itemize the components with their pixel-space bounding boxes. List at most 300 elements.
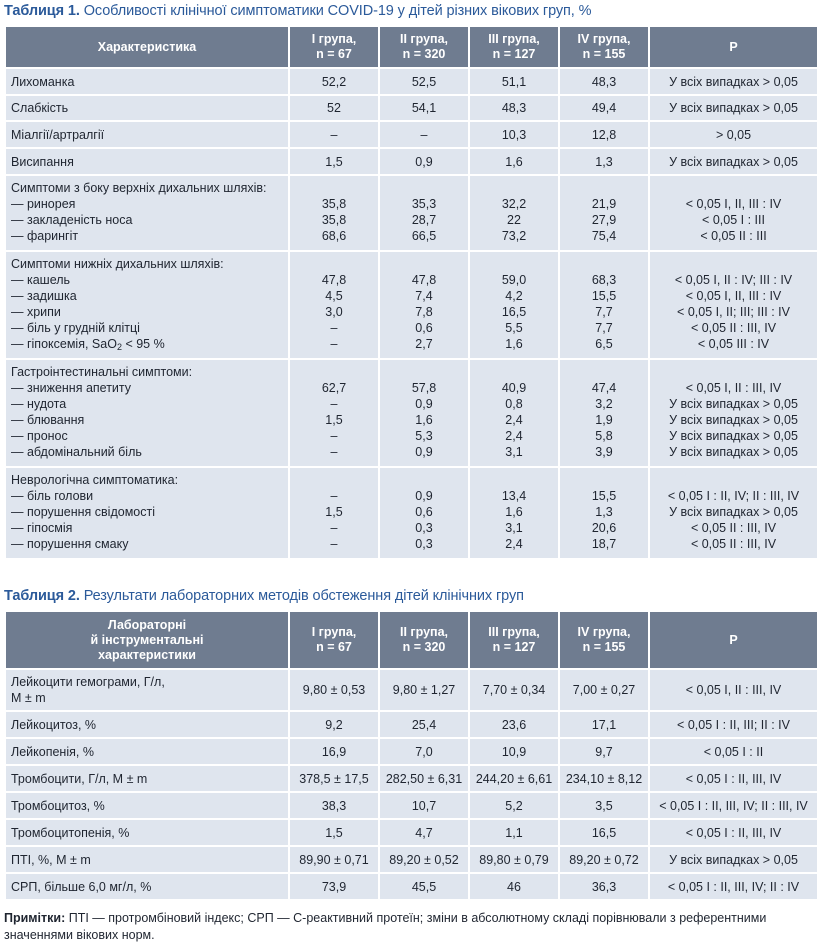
group-item-label — [11, 444, 284, 460]
group-item-label — [11, 396, 284, 412]
group-label-cell — [6, 360, 288, 466]
table2-header-group2 — [380, 612, 468, 668]
p-value: < 0,05 I : II, III, IV; II : IV — [650, 874, 817, 899]
group4-value-cell — [560, 252, 648, 358]
header-line: n = 127 — [492, 640, 536, 654]
group4-value-cell — [560, 176, 648, 250]
group2-value: – — [380, 122, 468, 147]
group2-value: 0,6 — [415, 505, 433, 519]
item-label-suffix: < 95 % — [121, 337, 165, 351]
group1-value: 1,5 — [290, 149, 378, 174]
spacer-line — [294, 180, 374, 196]
p-value: < 0,05 II : III, IV — [690, 521, 777, 535]
group2-value: 7,4 — [415, 289, 433, 303]
table1-caption-text: Особливості клінічної симптоматики COVID-19 у дітей різних вікових груп, % — [83, 3, 592, 19]
group1-value: – — [330, 537, 338, 551]
group4-value: 5,8 — [595, 429, 613, 443]
header-line: II група, — [399, 32, 449, 46]
group2-value: 28,7 — [411, 213, 437, 227]
item-label-text: — хрипи — [11, 305, 61, 319]
group1-value: – — [330, 445, 338, 459]
group3-value-cell — [470, 468, 558, 558]
group4-value: 17,1 — [560, 712, 648, 737]
group2-value: 282,50 ± 6,31 — [380, 766, 468, 791]
row-label-cell — [6, 712, 288, 737]
group3-value: 16,5 — [501, 305, 527, 319]
group2-value: 0,9 — [380, 149, 468, 174]
table2-header-row — [6, 612, 817, 668]
group4-value: 89,20 ± 0,72 — [560, 847, 648, 872]
row-label-cell — [6, 847, 288, 872]
table1-header-row — [6, 27, 817, 67]
table-group-row — [6, 468, 817, 558]
group4-value: 3,5 — [560, 793, 648, 818]
group4-value: 16,5 — [560, 820, 648, 845]
row-label-line: СРП, більше 6,0 мг/л, % — [11, 879, 152, 894]
group3-value: 3,1 — [505, 521, 523, 535]
group2-value: 0,9 — [415, 397, 433, 411]
group4-value: 7,7 — [595, 305, 613, 319]
group-item-label — [11, 380, 284, 396]
item-label-text: — кашель — [11, 273, 71, 287]
table2-header-group1 — [290, 612, 378, 668]
p-value: У всіх випадках > 0,05 — [669, 397, 798, 411]
group4-value: 68,3 — [591, 273, 617, 287]
item-label-text: — закладеність носа — [11, 213, 133, 227]
spacer-line — [474, 180, 554, 196]
p-value: < 0,05 I, II; III; III : IV — [677, 305, 790, 319]
item-label-text: — гіпоксемія, SaO — [11, 337, 117, 351]
row-label-cell — [6, 766, 288, 791]
group2-value: 5,3 — [415, 429, 433, 443]
table1-header-characteristic — [6, 27, 288, 67]
p-value: У всіх випадках > 0,05 — [650, 847, 817, 872]
item-label-text: — біль голови — [11, 489, 94, 503]
group-item-label — [11, 336, 284, 352]
group-label-cell — [6, 252, 288, 358]
group-item-label — [11, 196, 284, 212]
group2-value: 7,8 — [415, 305, 433, 319]
group4-value: 1,9 — [595, 413, 613, 427]
row-label-line: Тромбоцити, Г/л, M ± m — [11, 771, 148, 786]
group2-value: 35,3 — [411, 197, 437, 211]
table2-header-group3 — [470, 612, 558, 668]
p-value: У всіх випадках > 0,05 — [650, 149, 817, 174]
row-label-cell — [6, 874, 288, 899]
header-line: III група, — [488, 32, 540, 46]
group2-value-cell — [380, 176, 468, 250]
group-label-cell — [6, 468, 288, 558]
group4-value: 9,7 — [560, 739, 648, 764]
header-line: й інструментальні — [90, 632, 204, 647]
table2-caption-text: Результати лабораторних методів обстеження дітей клінічних груп — [83, 588, 524, 604]
header-line: IV група, — [577, 32, 631, 46]
group2-value: 10,7 — [380, 793, 468, 818]
table-row — [6, 670, 817, 710]
group1-value: 1,5 — [325, 413, 343, 427]
group3-value: 244,20 ± 6,61 — [470, 766, 558, 791]
group-title: Неврологічна симптоматика: — [11, 473, 179, 487]
group4-value: 21,9 — [591, 197, 617, 211]
group1-value: 1,5 — [325, 505, 343, 519]
group4-value: 12,8 — [560, 122, 648, 147]
table1-header-group4 — [560, 27, 648, 67]
header-line: характеристики — [98, 647, 196, 662]
row-label-line: Лейкопенія, % — [11, 744, 94, 759]
notes-label: Примітки: — [4, 911, 66, 925]
group3-value: 10,3 — [470, 122, 558, 147]
item-label-subscript: 2 — [116, 342, 122, 352]
group1-value: 4,5 — [325, 289, 343, 303]
group1-value: 1,5 — [290, 820, 378, 845]
group1-value: 16,9 — [290, 739, 378, 764]
row-label-line: Тромбоцитопенія, % — [11, 825, 130, 840]
group2-value: 0,6 — [415, 321, 433, 335]
spacer-line — [384, 256, 464, 272]
spacer-line — [654, 472, 813, 488]
table-row — [6, 712, 817, 737]
spacer-line — [564, 472, 644, 488]
group-label-cell — [6, 176, 288, 250]
group4-value: 3,2 — [595, 397, 613, 411]
group1-value: 73,9 — [290, 874, 378, 899]
group3-value-cell — [470, 176, 558, 250]
group3-value: 32,2 — [501, 197, 527, 211]
group2-value: 47,8 — [411, 273, 437, 287]
group2-value: 0,9 — [415, 489, 433, 503]
header-line: III група, — [488, 625, 540, 639]
p-value: У всіх випадках > 0,05 — [650, 96, 817, 120]
group2-value: 2,7 — [415, 337, 433, 351]
table1-caption-label: Таблиця 1. — [4, 3, 80, 19]
group-title: Симптоми з боку верхніх дихальних шляхів: — [11, 181, 267, 195]
p-value: > 0,05 — [650, 122, 817, 147]
group3-value: 10,9 — [470, 739, 558, 764]
p-value: < 0,05 II : III — [700, 229, 767, 243]
spacer-line — [294, 364, 374, 380]
group-item-label — [11, 212, 284, 228]
group2-value-cell — [380, 252, 468, 358]
group1-value-cell — [290, 468, 378, 558]
group1-value: 89,90 ± 0,71 — [290, 847, 378, 872]
p-value: У всіх випадках > 0,05 — [650, 69, 817, 94]
group4-value: 36,3 — [560, 874, 648, 899]
p-value-cell — [650, 360, 817, 466]
group1-value: 52,2 — [290, 69, 378, 94]
table-row — [6, 69, 817, 94]
group1-value: – — [330, 521, 338, 535]
group3-value: 73,2 — [501, 229, 527, 243]
spacer-line — [294, 256, 374, 272]
table2-header-group4 — [560, 612, 648, 668]
group2-value: 0,3 — [415, 537, 433, 551]
spacer-line — [654, 256, 813, 272]
p-value: У всіх випадках > 0,05 — [669, 505, 798, 519]
p-value-cell — [650, 176, 817, 250]
header-line: Лабораторні — [107, 617, 187, 632]
spacer-line — [474, 256, 554, 272]
group4-value: 6,5 — [595, 337, 613, 351]
group3-value: 59,0 — [501, 273, 527, 287]
spacer-line — [564, 180, 644, 196]
group3-value-cell — [470, 360, 558, 466]
group-item-label — [11, 320, 284, 336]
item-label-text: — абдомінальний біль — [11, 445, 142, 459]
group4-value: 15,5 — [591, 289, 617, 303]
row-label: Висипання — [6, 149, 288, 174]
spacer-line — [294, 472, 374, 488]
p-value: < 0,05 II : III, IV — [690, 321, 777, 335]
table-row — [6, 96, 817, 120]
row-label-line: Тромбоцитоз, % — [11, 798, 105, 813]
table1-header-p — [650, 27, 817, 67]
p-value: < 0,05 I : II, III, IV — [650, 820, 817, 845]
table-row — [6, 149, 817, 174]
group-title: Гастроінтестинальні симптоми: — [11, 365, 193, 379]
spacer-line — [474, 364, 554, 380]
group3-value-cell — [470, 252, 558, 358]
group4-value: 49,4 — [560, 96, 648, 120]
row-label: Міалгії/артралгії — [6, 122, 288, 147]
group1-value: – — [330, 337, 338, 351]
row-label-line: M ± m — [11, 691, 46, 705]
row-label: Лихоманка — [6, 69, 288, 94]
group3-value: 48,3 — [470, 96, 558, 120]
spacer-line — [564, 364, 644, 380]
group2-value: 4,7 — [380, 820, 468, 845]
group3-value: 2,4 — [505, 537, 523, 551]
group3-value: 4,2 — [505, 289, 523, 303]
item-label-text: — нудота — [11, 397, 67, 411]
group4-value-cell — [560, 468, 648, 558]
table1-header-group3 — [470, 27, 558, 67]
group1-value: – — [330, 397, 338, 411]
header-line: P — [729, 39, 738, 54]
group4-value: 48,3 — [560, 69, 648, 94]
table-row — [6, 122, 817, 147]
group4-value: 20,6 — [591, 521, 617, 535]
spacer-line — [654, 364, 813, 380]
header-line: IV група, — [577, 625, 631, 639]
table1-header-group2 — [380, 27, 468, 67]
p-value: < 0,05 III : IV — [697, 337, 770, 351]
group2-value: 57,8 — [411, 381, 437, 395]
group1-value: 9,2 — [290, 712, 378, 737]
p-value: У всіх випадках > 0,05 — [669, 413, 798, 427]
spacer-line — [564, 256, 644, 272]
group2-value: 54,1 — [380, 96, 468, 120]
group1-value: 9,80 ± 0,53 — [290, 670, 378, 710]
item-label-text: — задишка — [11, 289, 77, 303]
p-value: У всіх випадках > 0,05 — [669, 429, 798, 443]
group-item-label — [11, 536, 284, 552]
row-label-cell — [6, 670, 288, 710]
table2-header-characteristic — [6, 612, 288, 668]
row-label-cell — [6, 793, 288, 818]
p-value: < 0,05 I : II — [650, 739, 817, 764]
group3-value: 5,2 — [470, 793, 558, 818]
group3-value: 1,6 — [505, 337, 523, 351]
group1-value: 38,3 — [290, 793, 378, 818]
group2-value: 1,6 — [415, 413, 433, 427]
group1-value: – — [330, 321, 338, 335]
spacer-line — [384, 364, 464, 380]
group3-value: 22 — [507, 213, 521, 227]
group-item-label — [11, 304, 284, 320]
group3-value: 5,5 — [505, 321, 523, 335]
table-row — [6, 793, 817, 818]
group2-value-cell — [380, 360, 468, 466]
group4-value: 234,10 ± 8,12 — [560, 766, 648, 791]
table1 — [4, 25, 819, 560]
p-value: < 0,05 I, II, III : IV — [685, 289, 782, 303]
group1-value-cell — [290, 360, 378, 466]
item-label-text: — фарингіт — [11, 229, 79, 243]
row-label-cell — [6, 739, 288, 764]
group3-value: 1,1 — [470, 820, 558, 845]
table2-header-p — [650, 612, 817, 668]
row-label-cell — [6, 820, 288, 845]
header-line: n = 67 — [316, 640, 352, 654]
group3-value: 89,80 ± 0,79 — [470, 847, 558, 872]
group-item-label — [11, 504, 284, 520]
notes-text: ПТІ — протромбіновий індекс; СРП — С-реактивний протеїн; зміни в абсолютному складі порівнювали з референтними значеннями вікових норм. — [4, 911, 767, 942]
item-label-text: — порушення свідомості — [11, 505, 155, 519]
p-value-cell — [650, 252, 817, 358]
group-title: Симптоми нижніх дихальних шляхів: — [11, 257, 224, 271]
header-line: II група, — [399, 625, 449, 639]
group3-value: 1,6 — [470, 149, 558, 174]
header-line: n = 320 — [402, 640, 446, 654]
group4-value: 15,5 — [591, 489, 617, 503]
group-item-label — [11, 520, 284, 536]
group4-value: 1,3 — [560, 149, 648, 174]
group2-value: 0,9 — [415, 445, 433, 459]
p-value: < 0,05 I : II, III; II : IV — [650, 712, 817, 737]
p-value: < 0,05 I, II : III, IV — [685, 381, 782, 395]
header-line: n = 67 — [316, 47, 352, 61]
group-item-label — [11, 488, 284, 504]
header-line: n = 127 — [492, 47, 536, 61]
group-item-label — [11, 272, 284, 288]
spacer-line — [384, 180, 464, 196]
table-row — [6, 874, 817, 899]
table2-caption-label: Таблиця 2. — [4, 588, 80, 604]
p-value-cell — [650, 468, 817, 558]
group1-value: – — [330, 429, 338, 443]
spacer-line — [474, 472, 554, 488]
group4-value: 3,9 — [595, 445, 613, 459]
row-label-line: ПТІ, %, M ± m — [11, 852, 91, 867]
group4-value: 7,00 ± 0,27 — [560, 670, 648, 710]
group-item-label — [11, 428, 284, 444]
table-row — [6, 847, 817, 872]
p-value: У всіх випадках > 0,05 — [669, 445, 798, 459]
group4-value: 1,3 — [595, 505, 613, 519]
group4-value: 7,7 — [595, 321, 613, 335]
header-line: n = 155 — [582, 640, 626, 654]
group1-value: 68,6 — [321, 229, 347, 243]
table-group-row — [6, 176, 817, 250]
table2 — [4, 610, 819, 901]
table1-header-group1 — [290, 27, 378, 67]
group-item-label — [11, 288, 284, 304]
group2-value: 66,5 — [411, 229, 437, 243]
table-row — [6, 820, 817, 845]
item-label-text: — порушення смаку — [11, 537, 129, 551]
group3-value: 3,1 — [505, 445, 523, 459]
p-value: < 0,05 I, II : III, IV — [650, 670, 817, 710]
group1-value-cell — [290, 252, 378, 358]
group3-value: 23,6 — [470, 712, 558, 737]
group1-value: – — [290, 122, 378, 147]
item-label-text: — гіпосмія — [11, 521, 73, 535]
group1-value: – — [330, 489, 338, 503]
table2-caption — [4, 588, 524, 604]
p-value: < 0,05 I : III — [702, 213, 765, 227]
group3-value: 1,6 — [505, 505, 523, 519]
group3-value: 13,4 — [501, 489, 527, 503]
table-group-row — [6, 360, 817, 466]
group4-value: 27,9 — [591, 213, 617, 227]
row-label: Слабкість — [6, 96, 288, 120]
item-label-text: — біль у грудній клітці — [11, 321, 140, 335]
group-item-label — [11, 228, 284, 244]
group2-value: 0,3 — [415, 521, 433, 535]
item-label-text: — блювання — [11, 413, 85, 427]
group2-value: 9,80 ± 1,27 — [380, 670, 468, 710]
group3-value: 2,4 — [505, 429, 523, 443]
group1-value: 35,8 — [321, 197, 347, 211]
group-item-label — [11, 412, 284, 428]
group1-value-cell — [290, 176, 378, 250]
p-value: < 0,05 I, II : IV; III : IV — [674, 273, 793, 287]
group3-value: 2,4 — [505, 413, 523, 427]
group2-value: 52,5 — [380, 69, 468, 94]
group3-value: 40,9 — [501, 381, 527, 395]
header-line: Характеристика — [97, 39, 197, 54]
group2-value: 25,4 — [380, 712, 468, 737]
p-value: < 0,05 I : II, III, IV — [650, 766, 817, 791]
item-label-text: — пронос — [11, 429, 68, 443]
header-line: P — [729, 632, 738, 647]
group2-value: 7,0 — [380, 739, 468, 764]
group2-value: 45,5 — [380, 874, 468, 899]
group4-value: 18,7 — [591, 537, 617, 551]
table-group-row — [6, 252, 817, 358]
item-label-text: — зниження апетиту — [11, 381, 132, 395]
group1-value: 52 — [290, 96, 378, 120]
header-line: n = 155 — [582, 47, 626, 61]
table-notes — [4, 910, 819, 944]
group4-value-cell — [560, 360, 648, 466]
p-value: < 0,05 I : II, IV; II : III, IV — [667, 489, 800, 503]
group3-value: 51,1 — [470, 69, 558, 94]
group3-value: 0,8 — [505, 397, 523, 411]
table-row — [6, 766, 817, 791]
group3-value: 7,70 ± 0,34 — [470, 670, 558, 710]
header-line: I група, — [311, 625, 357, 639]
item-label-text: — ринорея — [11, 197, 76, 211]
group4-value: 75,4 — [591, 229, 617, 243]
group4-value: 47,4 — [591, 381, 617, 395]
row-label-line: Лейкоцитоз, % — [11, 717, 97, 732]
group1-value: 35,8 — [321, 213, 347, 227]
group2-value-cell — [380, 468, 468, 558]
header-line: n = 320 — [402, 47, 446, 61]
p-value: < 0,05 II : III, IV — [690, 537, 777, 551]
spacer-line — [654, 180, 813, 196]
